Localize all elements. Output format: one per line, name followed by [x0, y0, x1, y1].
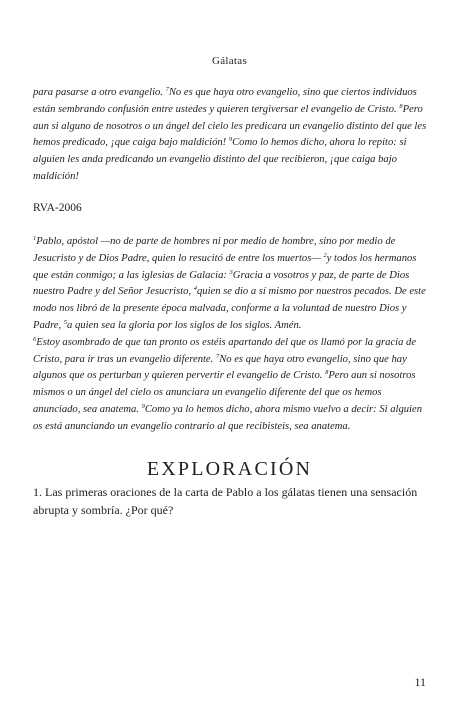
study-question: 1. Las primeras oraciones de la carta de Pablo a los gálatas tienen una sensación abrupta y sombría. ¿Por qué? [33, 485, 418, 517]
scripture-passage [33, 234, 431, 436]
verse-text: Pero aun si alguno de nosotros o un ángel del cielo les predicara un evangelio distinto del que les hemos predicado, ¡que caiga bajo maldición! [33, 103, 427, 149]
verse-text: Pablo, apóstol —no de parte de hombres ni por medio de hombre, sino por medio de Jesucristo y de Dios Padre, quien lo resucitó de entre los muertos— [33, 236, 396, 264]
verse-text: Como lo hemos dicho, ahora lo repito: si alguien les anda predicando un evangelio distinto del que recibieron, ¡que caiga bajo maldición! [33, 137, 407, 182]
verse-number: 4 [193, 285, 197, 293]
verse-text: a quien sea la gloria por los siglos de los siglos. Amén. [67, 319, 302, 331]
verse-text: No es que haya otro evangelio, sino que hay algunos que os perturban y quieren pervertir el evangelio de Cristo. [33, 353, 407, 382]
version-label: RVA-2006 [33, 202, 82, 214]
verse-number: 7 [165, 86, 169, 93]
verse-text: quien se dio a sí mismo por nuestros pecados. De este modo nos libró de la presente época malvada, conforme a la voluntad de nuestro Dios y Padre, [33, 286, 426, 331]
verse-number: 9 [228, 136, 233, 144]
verse-text: y todos los hermanos que están conmigo; a las iglesias de Galacia: [33, 252, 417, 281]
verse-number: 6 [33, 335, 37, 343]
verse-number: 8 [399, 102, 403, 110]
verse-text: Gracia a vosotros y paz, de parte de Dios nuestro Padre y del Señor Jesucristo, [33, 269, 410, 298]
verse-text: No es que haya otro evangelio, sino que ciertos individuos están sembrando confusión entre ustedes y quieren tergiversar el evangelio de Cristo. [33, 87, 417, 115]
verse-text: Como ya lo hemos dicho, ahora mismo vuelvo a decir: Si alguien os está anunciando un evangelio contrario al que recibisteis, sea anatema. [33, 403, 422, 432]
verse-number: 2 [323, 251, 327, 259]
scripture-paragraph [33, 234, 431, 335]
verse-number: 9 [141, 402, 145, 410]
running-title: Gálatas [211, 55, 248, 67]
scripture-paragraph [33, 335, 431, 436]
message-passage [33, 85, 431, 186]
verse-number: 1 [33, 235, 37, 242]
verse-text: Pero aun si nosotros mismos o un ángel del cielo os anunciara un evangelio diferente del que os hemos anunciado, sea anatema. [33, 370, 416, 415]
page-number: 11 [414, 675, 426, 689]
verse-number: 3 [229, 268, 233, 276]
verse-number: 8 [325, 369, 329, 377]
verse-number: 5 [63, 318, 68, 326]
verse-text: para pasarse a otro evangelio. [33, 87, 166, 98]
verse-number: 7 [215, 352, 220, 360]
section-title: EXPLORACIÓN [146, 458, 313, 480]
verse-text: Estoy asombrado de que tan pronto os estéis apartando del que os llamó por la gracia de Cristo, para ir tras un evangelio diferente. [33, 336, 417, 365]
